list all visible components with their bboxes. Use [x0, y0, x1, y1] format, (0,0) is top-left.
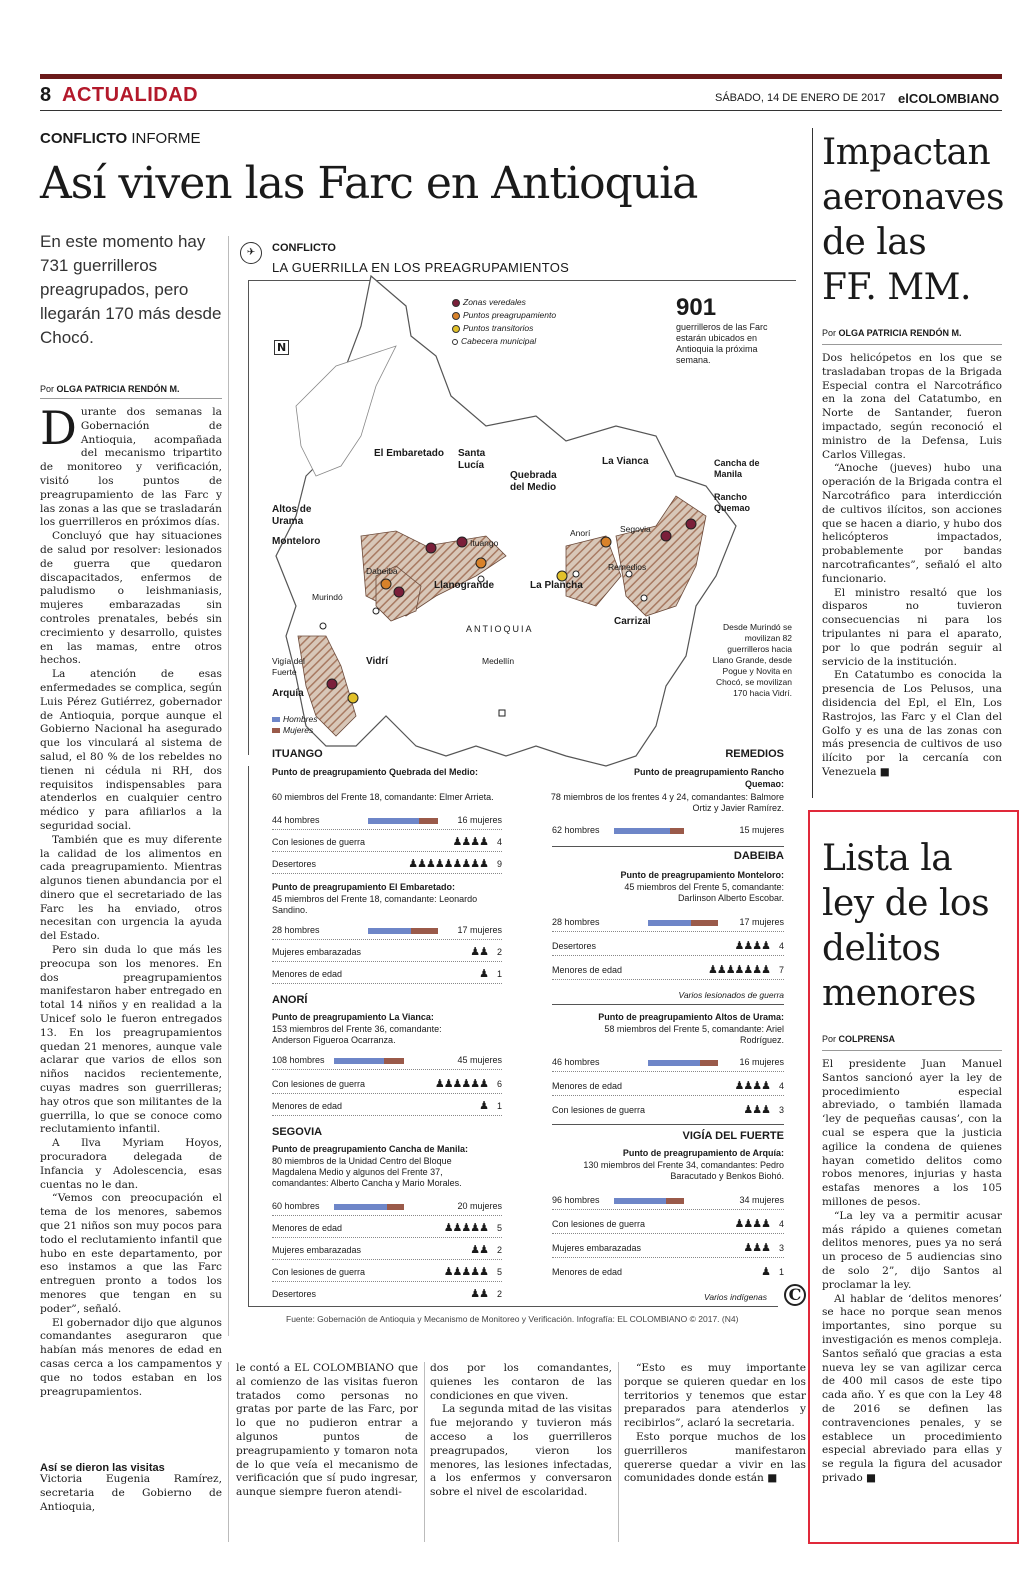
segovia-row-2: Con lesiones de guerra ♟♟♟♟♟ 5 [272, 1264, 502, 1282]
column-rule [228, 236, 229, 1336]
anori-title: Punto de preagrupamiento La Vianca: [272, 1012, 434, 1022]
dabeiba-note: Varios lesionados de guerra [678, 990, 784, 1000]
top-bar [40, 74, 1002, 79]
north-arrow-icon: N [274, 340, 289, 355]
place-antioquia: ANTIOQUIA [466, 624, 534, 634]
stats-bottom-border [248, 1306, 778, 1307]
remedios-title: Punto de preagrupamiento Rancho Quemao: [633, 767, 784, 789]
people-icons: ♟♟ [470, 1287, 488, 1300]
men-bar [614, 828, 670, 834]
ituango-p2-desc: 45 miembros del Frente 18, comandante: Leonardo Sandino. [272, 894, 478, 915]
men-bar [334, 1058, 384, 1064]
main-column-4: “Esto es muy importante porque se quieren quedar en los territorios y tenemos que estar preparados para atenderlos y recibirlos”, aclaró la secretaria. Esto porque muchos de los guerrilleros manifestaron quererse quedar a vivir en las comunidades donde están ■ [624, 1362, 806, 1485]
dabeiba-p2-row-0: Menores de edad ♟♟♟♟ 4 [552, 1078, 784, 1096]
divider [552, 1004, 784, 1005]
people-icons: ♟♟♟♟♟ [443, 1221, 488, 1234]
ituango-p1-row-1: Desertores ♟♟♟♟♟♟♟♟♟ 9 [272, 856, 502, 874]
anori-sex-row: 108 hombres 45 mujeres [272, 1052, 502, 1070]
colombiano-c-icon: C [784, 1284, 806, 1306]
infographic-title: LA GUERRILLA EN LOS PREAGRUPAMIENTOS [272, 260, 570, 275]
people-icons: ♟♟♟♟♟ [443, 1265, 488, 1278]
people-icons: ♟♟♟ [743, 1241, 770, 1254]
vigia-desc: 130 miembros del Frente 34, comandantes: Pedro Baracutado y Benkos Biohó. [583, 1160, 784, 1181]
ituango-p1-row-0: Con lesiones de guerra ♟♟♟♟ 4 [272, 834, 502, 852]
main-deck: En este momento hay 731 guerrilleros preagrupados, pero llegarán 170 más desde Chocó. [40, 232, 222, 347]
divider [552, 846, 784, 847]
byline-rule [822, 344, 1002, 345]
main-headline: Así viven las Farc en Antioquia [40, 158, 698, 209]
place-ituango: Ituango [470, 538, 499, 548]
anori-row-0: Con lesiones de guerra ♟♟♟♟♟♟ 6 [272, 1076, 502, 1094]
byline-rule [822, 1050, 1002, 1051]
people-icons: ♟♟♟♟♟♟♟♟♟ [408, 857, 488, 870]
women-bar [666, 1198, 684, 1204]
place-arquia: Arquía [272, 688, 304, 699]
stats-left-border [248, 766, 249, 1306]
dabeiba-p1-row-0: Desertores ♟♟♟♟ 4 [552, 938, 784, 956]
sidebar-rule [812, 128, 813, 798]
side2-byline: Por COLPRENSA [822, 1034, 896, 1044]
men-bar [614, 1198, 666, 1204]
dabeiba-p2-sex-row: 46 hombres 16 mujeres [552, 1054, 784, 1072]
big-number: 901 [676, 294, 717, 321]
infographic [236, 236, 808, 1331]
map-legend: Zonas veredales Puntos preagrupamiento Puntos transitorios Cabecera municipal [452, 296, 556, 348]
side1-body: Dos helicópetos en los que se trasladaban tropas de la Brigada Especial contra el Narcotráfico en la zona del Catatumbo, en Norte de Santander, fueron impactado, según reconoció el ministro de la Defensa, Luis Carlos Villegas. “Anoche (jueves) hubo una operación de la Brigada contra el Narcotráfico para interdicción de cultivos ilícitos, son acciones que se hacen a diario, y hubo dos helicópteros impactados, probablemente por bandas narcotraficantes”, señaló el alto funcionario. El ministro resaltó que los disparos no tuvieron consecuencias ni para los tripulantes ni para el aparato, por lo que podrán seguir al servicio de la institución. En Catatumbo es conocida la presencia de Los Pelusos, una disidencia del Epl, el Eln, Los Rastrojos, las Farc y el Clan del Golfo y es una de las zonas con más presencia de cultivos de uso ilícito por la cercanía con Venezuela ■ [822, 352, 1002, 778]
place-anori: Anorí [570, 528, 591, 538]
ituango-p2-title: Punto de preagrupamiento El Embaretado: [272, 882, 456, 892]
main-column-3: dos por los comandantes, quienes les contaron de las condiciones en que viven. La segunda mitad de las visitas fue mejorando y tuvieron más acceso a los guerrilleros preagrupados, vieron los menores, las lesiones infectadas, a los enfermos y conversaron sobre el nivel de escolaridad. [430, 1362, 612, 1499]
legend-dot-zonas-icon [452, 299, 460, 307]
legend-dot-puntos-icon [452, 312, 460, 320]
place-segovia: Segovia [620, 524, 651, 534]
people-icons: ♟♟♟♟ [452, 835, 488, 848]
people-icons: ♟ [479, 1099, 488, 1112]
column-rule [618, 1362, 619, 1542]
conflict-icon: ✈ [240, 242, 262, 264]
women-bar [700, 1060, 718, 1066]
women-swatch-icon [272, 728, 280, 733]
infographic-kicker: CONFLICTO [272, 242, 336, 254]
dabeiba-p1-desc: 45 miembros del Frente 5, comandante: Darlinson Alberto Escobar. [624, 882, 784, 903]
place-carrizal: Carrizal [614, 616, 651, 627]
place-vigia-del-fuerte: Vigía del Fuerte [272, 656, 305, 677]
people-icons: ♟♟ [470, 945, 488, 958]
segovia-row-0: Menores de edad ♟♟♟♟♟ 5 [272, 1220, 502, 1238]
dabeiba-p2-row-1: Con lesiones de guerra ♟♟♟ 3 [552, 1103, 784, 1116]
place-la-plancha: La Plancha [530, 580, 583, 591]
ituango-p1-sex-row: 44 hombres 16 mujeres [272, 812, 502, 830]
men-bar [648, 1060, 700, 1066]
segovia-row-1: Mujeres embarazadas ♟♟ 2 [272, 1242, 502, 1260]
ituango-p1-desc: 60 miembros del Frente 18, comandante: Elmer Arrieta. [272, 792, 494, 802]
vigia-note: Varios indígenas [704, 1292, 768, 1302]
side2-headline: Lista la ley de los delitos menores [822, 838, 990, 1014]
dropcap: D [40, 401, 77, 455]
main-kicker: CONFLICTO INFORME [40, 130, 201, 147]
segovia-sex-row: 60 hombres 20 mujeres [272, 1198, 502, 1216]
side2-body: El presidente Juan Manuel Santos sancionó ayer la ley de procedimiento especial abreviado, o también llamada ‘ley de pequeñas causas’, con la cual se espera que la justicia agilice la condena de quienes hayan cometido delitos como robos menores, injurias y hasta estafas menores a los 105 millones de pesos. “La ley va a permitir acusar más rápido a quienes cometan delitos menores, pues ya no será un proceso de 5 audiencias sino de solo 2”, dijo Santos al proclamar la ley. Al hablar de ‘delitos menores’ se hace no porque sean menos importantes, sino porque su investigación es menos compleja. Santos señaló que gracias a esta nueva ley se van agilizar cerca de 400 mil casos de este tipo cada año. Y es que con la Ley 48 de 2016 se definen las contravenciones penales, y se establece un procedimiento especial abreviado para ellas y se regula la figura del acusador privado ■ [822, 1058, 1002, 1484]
map-note: Desde Murindó se movilizan 82 guerrilleros hacia Llano Grande, desde Pogue y Novita en Chocó, se movilizan 170 hacia Vidrí. [712, 622, 792, 698]
men-bar [648, 920, 691, 926]
divider [552, 1124, 784, 1125]
people-icons: ♟ [479, 967, 488, 980]
ituango-p2-row-0: Mujeres embarazadas ♟♟ 2 [272, 944, 502, 962]
remedios-desc: 78 miembros de los frentes 4 y 24, comandantes: Balmore Ortiz y Javier Ramírez. [550, 792, 784, 813]
dateline: SÁBADO, 14 DE ENERO DE 2017 [715, 92, 886, 104]
women-bar [670, 828, 684, 834]
people-icons: ♟♟♟♟♟♟ [434, 1077, 488, 1090]
page-number: 8 [40, 84, 52, 106]
main-column-2: le contó a EL COLOMBIANO que al comienzo de las visitas fueron tratados como personas no gratas por parte de las Farc, por lo que no pudieron entrar a algunos puntos de preagrupamiento y tomaron nota de lo que veía el mecanismo de verificación que sí pudo ingresar, aunque siempre fueron atendi- [236, 1362, 418, 1499]
place-el-embaretado: El Embaretado [374, 448, 445, 459]
vigia-title: Punto de preagrupamiento de Arquía: [622, 1148, 784, 1158]
column-rule [424, 1362, 425, 1542]
people-icons: ♟♟ [470, 1243, 488, 1256]
byline-rule [40, 398, 222, 399]
place-cancha-de-manila: Cancha de Manila [714, 458, 760, 479]
ituango-p2-sex-row: 28 hombres 17 mujeres [272, 922, 502, 940]
men-bar [368, 818, 419, 824]
region-dabeiba: DABEIBA [733, 850, 784, 862]
people-icons: ♟♟♟ [743, 1103, 770, 1116]
men-swatch-icon [272, 717, 280, 722]
region-vigia-del-fuerte: VIGÍA DEL FUERTE [682, 1130, 784, 1142]
place-altos-de-urama: Altos de Urama [272, 504, 312, 527]
dabeiba-p2-desc: 58 miembros del Frente 5, comandante: Ariel Rodríguez. [604, 1024, 784, 1045]
segovia-desc: 80 miembros de la Unidad Centro del Bloque Magdalena Medio y algunos del Frente 37, comandantes: Alberto Cancha y Mario Morales. [272, 1156, 462, 1188]
dabeiba-p1-row-1: Menores de edad ♟♟♟♟♟♟♟ 7 [552, 962, 784, 980]
place-medellin: Medellín [482, 656, 515, 666]
main-column-1: Durante dos semanas la Gobernación de Antioquia, acompañada del mecanismo tripartito de monitoreo y verificación, visitó los puntos de preagrupamiento de las Farc y las zonas a las que se trasladarán los guerrilleros en próximos días. Concluyó que hay situaciones de salud por resolver: lesionados de guerra que quedaron discapacitados, enfermos de paludismo o leishmaniasis, mujeres embarazadas sin controles prenatales, bebés sin crecimiento y desarrollo, quistes en las mamas, entre otros hechos. La atención de esas enfermedades se complica, según Luis Pérez Gutiérrez, gobernador de Antioquia, porque aunque el Gobierno Nacional ha asegurado que los vinculará al sistema de salud, el 80 % de los rebeldes no tienen ni cédula ni RH, dos requisitos indispensables para atenderlos en cualquier centro médico y para afiliarlos a la seguridad social. También que es muy diferente la calidad de los alimentos en cada preagrupamiento. Mientras algunos tienen abundancia por el dinero que el secretariado de las Farc les ha enviado, otros necesitan con urgencia la ayuda del Estado. Pero sin duda lo que más les preocupa son los menores. En dos preagrupamientos manifestaron haber entregado en total 14 niños y en realidad a la Unicef solo le fueron entregados 13. En los preagrupamientos quedan 21 menores, aunque vale aclarar que varios de ellos son niños nacidos recientemente, cuyas madres son guerrilleras; hay otros que son militantes de la guerrilla, lo que se conoce como reclutamiento infantil. A Ilva Myriam Hoyos, procuradora delegada de Infancia y Adolescencia, esas cuentas no le dan. “Vemos con preocupación el tema de los menores, sabemos que 21 niños son muy pocos para todo el reclutamiento infantil que hubo en este departamento, por eso instamos a que las Farc entreguen pronto a todos los menores que tengan en su poder”, señaló. El gobernador dijo que algunos comandantes aseguraron que habían más menores de edad en casas cerca a los campamentos y que no todos estaban en los preagrupamientos. [40, 401, 222, 1398]
people-icons: ♟♟♟♟♟♟♟ [707, 963, 770, 976]
big-number-text: guerrilleros de las Farc estarán ubicados en Antioquia la próxima semana. [676, 322, 768, 365]
place-murindo: Murindó [312, 592, 343, 602]
header-rule [40, 110, 1002, 111]
vigia-row-0: Con lesiones de guerra ♟♟♟♟ 4 [552, 1216, 784, 1234]
women-bar [419, 818, 438, 824]
region-anori: ANORÍ [272, 994, 308, 1006]
people-icons: ♟♟♟♟ [734, 1217, 770, 1230]
women-bar [691, 920, 718, 926]
vigia-sex-row: 96 hombres 34 mujeres [552, 1192, 784, 1210]
vigia-row-2: Menores de edad ♟ 1 [552, 1265, 784, 1278]
region-segovia: SEGOVIA [272, 1126, 323, 1138]
anori-desc: 153 miembros del Frente 36, comandante: Anderson Figueroa Ocarranza. [272, 1024, 442, 1045]
place-dabeiba: Dabeiba [366, 566, 398, 576]
people-icons: ♟♟♟♟ [734, 1079, 770, 1092]
dabeiba-p1-sex-row: 28 hombres 17 mujeres [552, 914, 784, 932]
men-bar [334, 1204, 387, 1210]
place-la-vianca: La Vianca [602, 456, 649, 467]
women-bar [384, 1058, 404, 1064]
subhead: Así se dieron las visitas [40, 1462, 165, 1474]
place-rancho-quemao: Rancho Quemao [714, 492, 751, 513]
place-monteloro: Monteloro [272, 536, 321, 547]
anori-row-1: Menores de edad ♟ 1 [272, 1098, 502, 1116]
section-name: ACTUALIDAD [62, 84, 199, 106]
dabeiba-p2-title: Punto de preagrupamiento Altos de Urama: [598, 1012, 784, 1022]
legend-dot-cabecera-icon [452, 339, 458, 345]
side1-headline: Impactan aeronaves de las FF. MM. [822, 132, 1004, 308]
place-remedios: Remedios [608, 562, 647, 572]
sex-legend: Hombres Mujeres [272, 714, 317, 736]
side1-byline: Por OLGA PATRICIA RENDÓN M. [822, 328, 962, 338]
column-rule [228, 1362, 229, 1542]
segovia-row-3: Desertores ♟♟ 2 [272, 1287, 502, 1300]
ituango-p2-row-1: Menores de edad ♟ 1 [272, 966, 502, 984]
region-remedios: REMEDIOS [725, 748, 784, 760]
place-quebrada-del-medio: Quebrada del Medio [510, 470, 557, 493]
men-bar [368, 928, 411, 934]
women-bar [387, 1204, 404, 1210]
main-byline: Por OLGA PATRICIA RENDÓN M. [40, 384, 180, 394]
dabeiba-p1-title: Punto de preagrupamiento Monteloro: [620, 870, 784, 880]
main-column-1-end: Victoria Eugenia Ramírez, secretaria de Gobierno de Antioquia, [40, 1473, 222, 1513]
remedios-sex-row: 62 hombres 15 mujeres [552, 825, 784, 835]
ituango-p1-title: Punto de preagrupamiento Quebrada del Medio: [272, 767, 479, 777]
infographic-source: Fuente: Gobernación de Antioquia y Mecanismo de Monitoreo y Verificación. Infografía: EL COLOMBIANO © 2017. (N4) [286, 1314, 739, 1324]
people-icons: ♟ [761, 1265, 770, 1278]
legend-dot-transitorios-icon [452, 325, 460, 333]
place-llanogrande: Llanogrande [434, 580, 495, 591]
vigia-row-1: Mujeres embarazadas ♟♟♟ 3 [552, 1240, 784, 1258]
brand-logo: elCOLOMBIANO [898, 91, 1000, 106]
women-bar [411, 928, 438, 934]
region-ituango: ITUANGO [272, 748, 323, 760]
segovia-title: Punto de preagrupamiento Cancha de Manila: [272, 1144, 469, 1154]
place-santa-lucia: Santa Lucía [458, 448, 486, 471]
place-vidri: Vidrí [366, 656, 389, 667]
people-icons: ♟♟♟♟ [734, 939, 770, 952]
